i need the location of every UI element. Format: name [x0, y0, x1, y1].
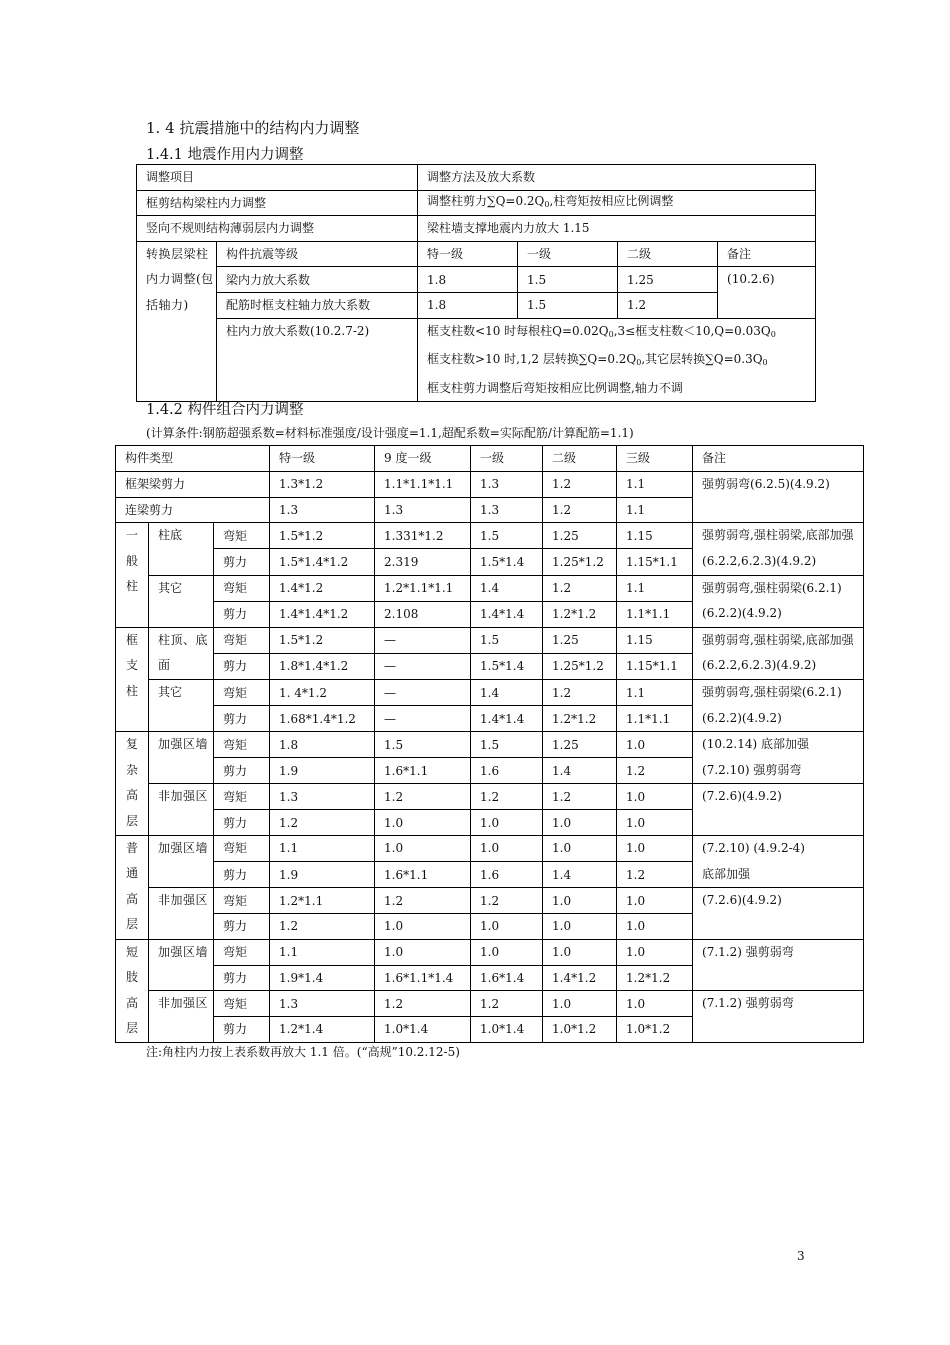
table-cell: 1.0 [617, 888, 693, 914]
table-cell: 1.5*1.2 [270, 523, 375, 549]
table-cell: 2.319 [375, 549, 471, 575]
table-cell: 1.331*1.2 [375, 523, 471, 549]
table-cell: 1.5 [471, 523, 543, 549]
table-cell: 1.0 [471, 913, 543, 939]
table-cell: — [375, 706, 471, 732]
seismic-internal-force-table [136, 164, 816, 402]
table-cell: 备注 [718, 241, 816, 267]
table-cell: 1.2 [617, 758, 693, 784]
table-row [137, 190, 816, 216]
table-cell: 1.5 [518, 267, 618, 293]
table-cell: 1.6*1.1 [375, 758, 471, 784]
table-row [116, 627, 864, 653]
table-row [137, 318, 816, 402]
table-cell: 1.5 [471, 627, 543, 653]
table-cell: 1.5*1.4 [471, 653, 543, 679]
table-cell: 1.0 [617, 991, 693, 1017]
table-cell: 1.0*1.2 [543, 1017, 617, 1043]
table-cell: 弯矩 [214, 991, 270, 1017]
table-cell: 1.15 [617, 523, 693, 549]
table-cell: 1.2 [471, 888, 543, 914]
table-cell: 1.9 [270, 862, 375, 888]
table-cell: 加强区墙 [149, 835, 214, 887]
table-cell: 1.4 [543, 758, 617, 784]
table-cell: 1.2 [471, 784, 543, 810]
table-cell: 调整柱剪力$\sum Q=0.2Q_0$,柱弯矩按相应比例调整 [418, 190, 816, 216]
table-cell: 1.0*1.2 [617, 1017, 693, 1043]
table-cell: 1.2 [543, 679, 617, 705]
table-cell: 1.3 [270, 497, 375, 523]
table-cell: 调整项目 [137, 165, 418, 191]
table-cell: 一级 [518, 241, 618, 267]
column-factor-rules: 框支柱数<10 时每根柱$Q=0.02Q_0,3\le$框支柱数$<10,Q=0.03Q_0$ 框支柱数>10 时,1,2 层转换$\sum Q=0.2Q_0$,其它层转换$\sum Q=0.3Q_0$ 框支柱剪力调整后弯矩按相应比例调整,轴力不调 [418, 318, 816, 402]
table-cell: 1.0 [471, 939, 543, 965]
table-cell: 1.2 [543, 784, 617, 810]
group-label-complex-highrise: 复杂高层 [116, 732, 149, 836]
table-row [116, 446, 864, 472]
table-cell: 柱内力放大系数(10.2.7-2) [217, 318, 418, 402]
table-cell: (7.1.2) 强剪弱弯 [693, 991, 864, 1043]
table-cell: 剪力 [214, 706, 270, 732]
table-cell: 1.4 [471, 575, 543, 601]
section-heading-1-4-1: 1.4.1 地震作用内力调整 [146, 147, 304, 163]
table-cell: 竖向不规则结构薄弱层内力调整 [137, 216, 418, 242]
table-cell: 1.15 [617, 627, 693, 653]
table-cell: 1.5*1.2 [270, 627, 375, 653]
table-cell: 弯矩 [214, 679, 270, 705]
table-row [116, 784, 864, 810]
table-cell: 1.2 [618, 292, 718, 318]
table-cell: 1.1*1.1 [617, 601, 693, 627]
table-cell: 剪力 [214, 1017, 270, 1043]
table-cell: 1.2 [375, 991, 471, 1017]
table-cell: 柱底 [149, 523, 214, 575]
table-cell: 1.25*1.2 [543, 653, 617, 679]
table-row [116, 471, 864, 497]
table-cell: 1.25 [543, 627, 617, 653]
table-cell: 1.68*1.4*1.2 [270, 706, 375, 732]
table-cell: 1.2 [375, 888, 471, 914]
table-cell: 弯矩 [214, 939, 270, 965]
table-cell: 1.25 [543, 732, 617, 758]
table-row [116, 888, 864, 914]
table-cell: 1.0 [375, 810, 471, 836]
section-heading-1-4: 1. 4 抗震措施中的结构内力调整 [146, 119, 360, 137]
combined-internal-force-table [115, 445, 864, 1043]
table-cell: 其它 [149, 575, 214, 627]
table-cell: 1.4*1.4*1.2 [270, 601, 375, 627]
table-cell: (7.1.2) 强剪弱弯 [693, 939, 864, 991]
table-cell: 1.0 [543, 888, 617, 914]
table-cell: 1.3 [270, 784, 375, 810]
table-cell: 弯矩 [214, 784, 270, 810]
table-cell: 1.1*1.1 [617, 706, 693, 732]
table-cell: 梁柱墙支撑地震内力放大 1.15 [418, 216, 816, 242]
table-cell: 剪力 [214, 549, 270, 575]
table-cell: 1.8*1.4*1.2 [270, 653, 375, 679]
table-cell: 弯矩 [214, 575, 270, 601]
table-cell: 1.3 [270, 991, 375, 1017]
table-cell: 1.6*1.1 [375, 862, 471, 888]
table-cell: 1.0 [617, 732, 693, 758]
table-row [116, 991, 864, 1017]
table-row [116, 939, 864, 965]
table-cell: 1.0 [471, 835, 543, 861]
table-cell: 剪力 [214, 810, 270, 836]
table-cell: 框架梁剪力 [116, 471, 270, 497]
table-cell: 配筋时框支柱轴力放大系数 [217, 292, 418, 318]
table-cell: 非加强区 [149, 888, 214, 940]
table-cell: 1.1 [617, 679, 693, 705]
calculation-conditions: (计算条件:钢筋超强系数=材料标准强度/设计强度=1.1,超配系数=实际配筋/计算配筋=1.1) [146, 426, 634, 440]
table-cell: 1.6 [471, 862, 543, 888]
table-cell: 强剪弱弯,强柱弱梁,底部加强(6.2.2,6.2.3)(4.9.2) [693, 523, 864, 575]
table-cell: 1.2 [375, 784, 471, 810]
table-cell: 1.1 [270, 939, 375, 965]
table-cell: 弯矩 [214, 732, 270, 758]
table-cell: 1.0 [617, 810, 693, 836]
table-cell: 1.0 [543, 913, 617, 939]
table-cell: 1.5 [471, 732, 543, 758]
table-cell: 1.2 [617, 862, 693, 888]
table-cell: 1.8 [418, 292, 518, 318]
table-cell: 1.5*1.4 [471, 549, 543, 575]
table-cell: 1.15*1.1 [617, 653, 693, 679]
table-cell: 1.25 [543, 523, 617, 549]
table-cell: (7.2.10) (4.9.2-4) 底部加强 [693, 835, 864, 887]
table-cell: 二级 [618, 241, 718, 267]
table-cell: 1.9 [270, 758, 375, 784]
table-cell: 1.2*1.1 [270, 888, 375, 914]
table-cell: 1.2 [543, 471, 617, 497]
table-cell: 1.2 [471, 991, 543, 1017]
table-cell: 1.0 [617, 939, 693, 965]
table-cell: 1.8 [270, 732, 375, 758]
page-number: 3 [797, 1249, 805, 1263]
table-cell: 1.4*1.2 [543, 965, 617, 991]
table-cell: 弯矩 [214, 627, 270, 653]
table-cell: 1.0 [617, 913, 693, 939]
table-cell: 1.0 [375, 913, 471, 939]
table-cell: 1.6*1.1*1.4 [375, 965, 471, 991]
table-cell: 构件类型 [116, 446, 270, 472]
table-cell: 1.5*1.4*1.2 [270, 549, 375, 575]
table-cell: 调整方法及放大系数 [418, 165, 816, 191]
table-cell: 1.0*1.4 [375, 1017, 471, 1043]
section-heading-1-4-2: 1.4.2 构件组合内力调整 [146, 402, 304, 418]
table-cell: 加强区墙 [149, 732, 214, 784]
table-cell: 弯矩 [214, 888, 270, 914]
table-cell: 1.3 [471, 471, 543, 497]
table-cell: 1.3 [471, 497, 543, 523]
table-cell: 1.15*1.1 [617, 549, 693, 575]
table-cell: 1.4*1.4 [471, 706, 543, 732]
table-cell: 1.1 [617, 575, 693, 601]
table-cell: 1.0 [471, 810, 543, 836]
table-row [116, 679, 864, 705]
footnote: 注:角柱内力按上表系数再放大 1.1 倍。(“高规”10.2.12-5) [146, 1045, 460, 1059]
table-cell: 柱顶、底面 [149, 627, 214, 679]
table-cell: 连梁剪力 [116, 497, 270, 523]
table-cell: — [375, 679, 471, 705]
table-cell: 1.2 [270, 810, 375, 836]
table-cell: 1.1 [617, 471, 693, 497]
table-row [116, 835, 864, 861]
table-cell: 非加强区 [149, 991, 214, 1043]
table-cell: 1.4*1.2 [270, 575, 375, 601]
table-cell: 1.25 [618, 267, 718, 293]
table-cell: 备注 [693, 446, 864, 472]
table-cell: 1.8 [418, 267, 518, 293]
table-cell: 1.4 [471, 679, 543, 705]
table-cell: — [375, 627, 471, 653]
table-cell: 1.6*1.4 [471, 965, 543, 991]
table-cell: 构件抗震等级 [217, 241, 418, 267]
table-cell: 框剪结构梁柱内力调整 [137, 190, 418, 216]
table-cell: — [375, 653, 471, 679]
table-cell: 剪力 [214, 965, 270, 991]
table-cell: 1.2*1.2 [543, 706, 617, 732]
table-cell: 非加强区 [149, 784, 214, 836]
table-cell: 1.6 [471, 758, 543, 784]
group-label-short-limb-highrise: 短肢高层 [116, 939, 149, 1042]
table-cell: 1.2*1.2 [543, 601, 617, 627]
table-cell: 9 度一级 [375, 446, 471, 472]
table-cell: 2.108 [375, 601, 471, 627]
table-cell: 强剪弱弯,强柱弱梁,底部加强(6.2.2,6.2.3)(4.9.2) [693, 627, 864, 679]
table-cell: 二级 [543, 446, 617, 472]
table-cell: 1.0 [375, 939, 471, 965]
table-cell: (7.2.6)(4.9.2) [693, 888, 864, 940]
table-cell: 1.0 [617, 784, 693, 810]
table-cell: 1.1*1.1*1.1 [375, 471, 471, 497]
table-cell: 1.3 [375, 497, 471, 523]
table-cell: 1.0 [543, 991, 617, 1017]
table-cell: 1.2 [543, 575, 617, 601]
table-row [116, 732, 864, 758]
table-cell: 加强区墙 [149, 939, 214, 991]
table-row [116, 523, 864, 549]
table-cell: 三级 [617, 446, 693, 472]
table-cell: 1.0 [543, 835, 617, 861]
table-cell: 强剪弱弯,强柱弱梁(6.2.1) (6.2.2)(4.9.2) [693, 575, 864, 627]
table-cell: 1.4*1.4 [471, 601, 543, 627]
table-cell: 剪力 [214, 758, 270, 784]
table-cell: 1.25*1.2 [543, 549, 617, 575]
table-cell: 1.0*1.4 [471, 1017, 543, 1043]
table-cell: 特一级 [418, 241, 518, 267]
table-cell: (10.2.6) [718, 267, 816, 318]
table-cell: 强剪弱弯(6.2.5)(4.9.2) [693, 471, 864, 523]
table-cell: 1.5 [375, 732, 471, 758]
table-cell: 特一级 [270, 446, 375, 472]
table-cell: (7.2.6)(4.9.2) [693, 784, 864, 836]
table-cell: 1.2*1.2 [617, 965, 693, 991]
table-cell: 1.9*1.4 [270, 965, 375, 991]
group-label-general-column: 一般柱 [116, 523, 149, 627]
table-row [137, 216, 816, 242]
table-cell: 1.0 [543, 810, 617, 836]
table-cell: 1.0 [617, 835, 693, 861]
table-cell: 1.2 [270, 913, 375, 939]
table-row [137, 292, 816, 318]
table-cell: 1.0 [543, 939, 617, 965]
table-cell: 剪力 [214, 862, 270, 888]
table-row [137, 165, 816, 191]
table-cell: 一级 [471, 446, 543, 472]
table-cell: 1.1 [270, 835, 375, 861]
table-cell: 其它 [149, 679, 214, 731]
table-cell: 1.3*1.2 [270, 471, 375, 497]
table-cell: 强剪弱弯,强柱弱梁(6.2.1) (6.2.2)(4.9.2) [693, 679, 864, 731]
transfer-layer-label: 转换层梁柱内力调整(包括轴力) [137, 241, 217, 402]
table-row [137, 241, 816, 267]
group-label-ordinary-highrise: 普通高层 [116, 835, 149, 939]
table-cell: 剪力 [214, 653, 270, 679]
table-cell: 剪力 [214, 913, 270, 939]
table-row [116, 575, 864, 601]
table-cell: 弯矩 [214, 835, 270, 861]
table-cell: 1.2*1.4 [270, 1017, 375, 1043]
table-cell: 1.0 [375, 835, 471, 861]
table-cell: 梁内力放大系数 [217, 267, 418, 293]
table-cell: (10.2.14) 底部加强 (7.2.10) 强剪弱弯 [693, 732, 864, 784]
table-cell: 剪力 [214, 601, 270, 627]
group-label-transfer-column: 框支柱 [116, 627, 149, 731]
table-cell: 1.2 [543, 497, 617, 523]
table-cell: 1. 4*1.2 [270, 679, 375, 705]
table-cell: 1.5 [518, 292, 618, 318]
table-row [137, 267, 816, 293]
table-cell: 1.1 [617, 497, 693, 523]
table-cell: 1.4 [543, 862, 617, 888]
table-cell: 1.2*1.1*1.1 [375, 575, 471, 601]
table-cell: 弯矩 [214, 523, 270, 549]
